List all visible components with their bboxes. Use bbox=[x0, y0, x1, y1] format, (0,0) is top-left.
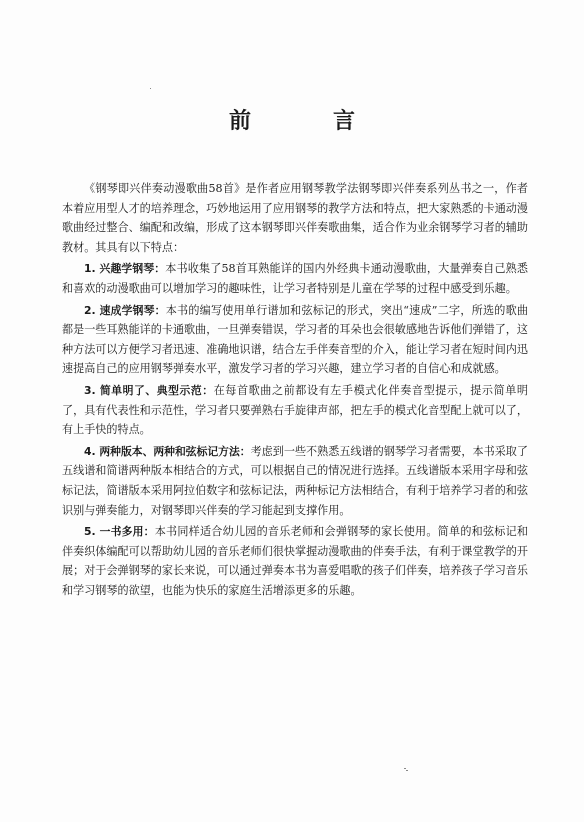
paragraph-lead: 1. 兴趣学钢琴： bbox=[84, 262, 166, 276]
scan-speck bbox=[150, 88, 151, 89]
paragraph-text: 本书同样适合幼儿园的音乐老师和会弹钢琴的家长使用。简单的和弦标记和伴奏织体编配可以帮助幼儿园的音乐老师们很快掌握动漫歌曲的伴奏手法，有利于课堂教学的开展；对于会弹钢琴的家长来说，可以通过弹奏本书为喜爱唱歌的孩子们伴奏，培养孩子学习音乐和学习钢琴的欲望，也能为快乐的家庭生活增添更多的乐趣。 bbox=[62, 525, 529, 597]
feature-paragraph-5 bbox=[62, 522, 528, 600]
paragraph-lead: 3. 简单明了、典型示范： bbox=[84, 383, 214, 397]
paragraph-text: 考虑到一些不熟悉五线谱的钢琴学习者需要，本书采取了五线谱和简谱两种版本相结合的方式，可以根据自己的情况进行选择。五线谱版本采用字母和弦标记法，简谱版本采用阿拉伯数字和弦标记法，两种标记方法相结合，有利于培养学习者的和弦识别与弹奏能力，对钢琴即兴伴奏的学习能起到支撑作用。 bbox=[62, 444, 528, 517]
intro-paragraph bbox=[62, 179, 528, 257]
paragraph-lead: 5. 一书多用： bbox=[84, 525, 155, 539]
paragraph-lead: 2. 速成学钢琴： bbox=[84, 303, 166, 317]
paragraph-text: 在每首歌曲之前都设有左手模式化伴奏音型提示，提示简单明了，具有代表性和示范性，学习者只要弹熟右手旋律声部，把左手的模式化音型配上就可以了，有上手快的特点。 bbox=[62, 383, 528, 437]
paragraph-lead: 4. 两种版本、两种和弦标记方法： bbox=[84, 444, 251, 458]
feature-paragraph-3 bbox=[62, 381, 528, 440]
preface-body bbox=[62, 179, 528, 600]
feature-paragraph-4 bbox=[62, 442, 528, 520]
paragraph-text: 本书收集了58首耳熟能详的国内外经典卡通动漫歌曲，大量弹奏自己熟悉和喜欢的动漫歌曲可以增加学习的趣味性，让学习者特别是儿童在学琴的过程中感受到乐趣。 bbox=[62, 262, 529, 295]
paragraph-text: 《钢琴即兴伴奏动漫歌曲58首》是作者应用钢琴教学法钢琴即兴伴奏系列丛书之一，作者本着应用型人才的培养理念，巧妙地运用了应用钢琴的教学方法和特点，把大家熟悉的卡通动漫歌曲经过整合、编配和改编，形成了这本钢琴即兴伴奏歌曲集，适合作为业余钢琴学习者的辅助教材。其具有以下特点： bbox=[62, 182, 528, 254]
scan-speck bbox=[404, 768, 406, 769]
feature-paragraph-1 bbox=[62, 259, 528, 298]
paragraph-text: 本书的编写使用单行谱加和弦标记的形式，突出“速成”二字，所选的歌曲都是一些耳熟能详的卡通歌曲，一旦弹奏错误，学习者的耳朵也会很敏感地告诉他们弹错了，这种方法可以方便学习者迅速、准确地识谱，结合左手伴奏音型的介入，能让学习者在短时间内迅速提高自己的应用钢琴弹奏水平，激发学习者的学习兴趣，建立学习者的自信心和成就感。 bbox=[62, 303, 528, 376]
feature-paragraph-2 bbox=[62, 301, 528, 379]
page-title: 前 言 bbox=[228, 108, 385, 134]
scan-speck bbox=[406, 770, 408, 771]
